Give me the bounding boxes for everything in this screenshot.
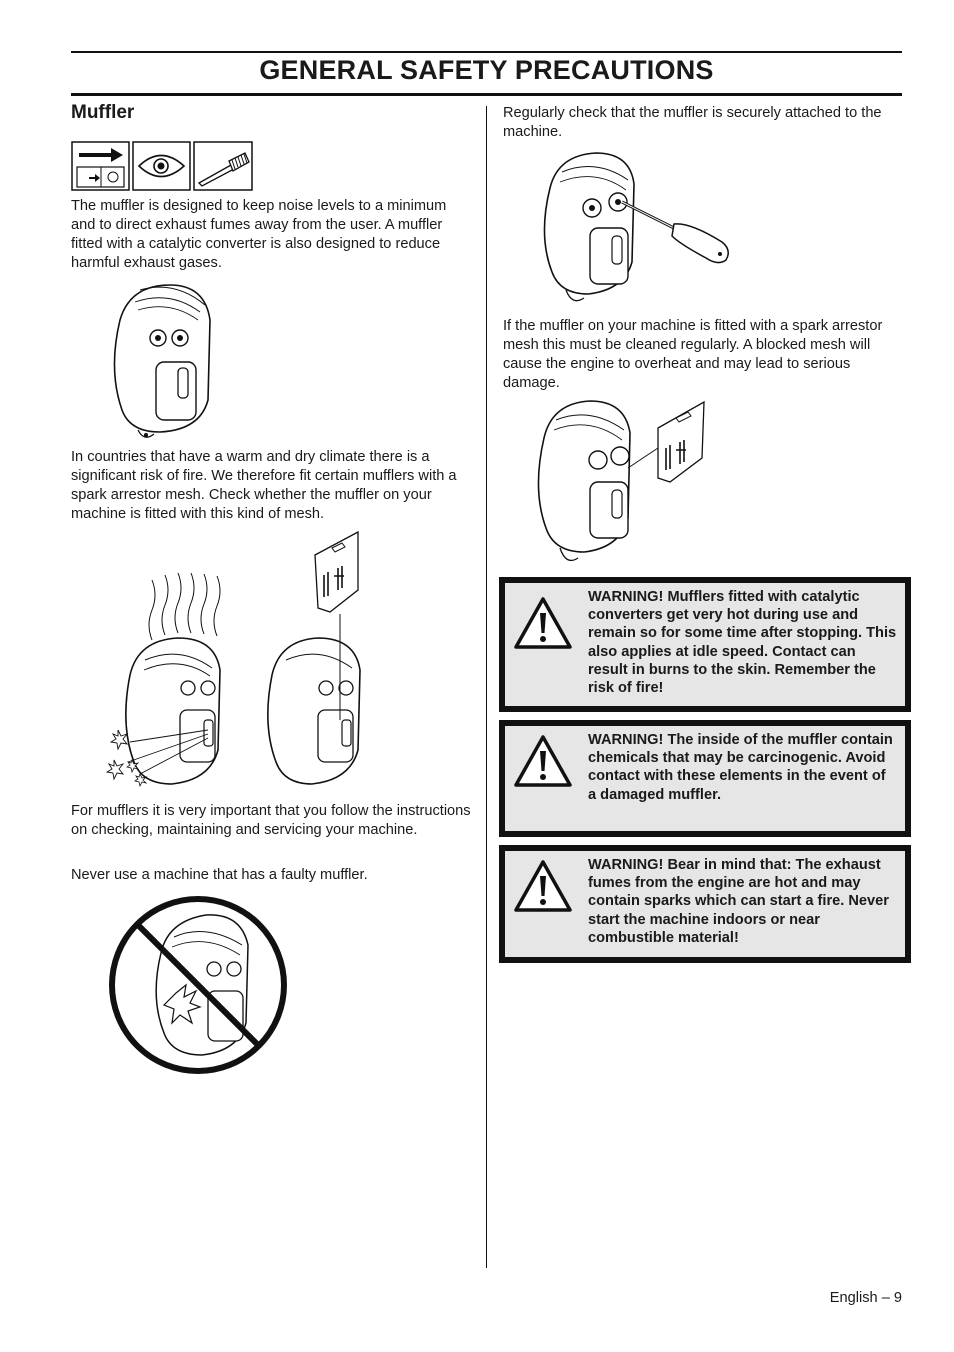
hot-muffler [107,638,220,786]
eye-inspect-icon [133,142,190,190]
warning-text-3: WARNING! Bear in mind that: The exhaust fumes from the engine are hot and may contain sparks which can start a fire. Never start the machine indoors or near combustible material! [588,857,889,946]
warning-box-1 [499,577,911,712]
muffler-illustration [100,280,220,445]
warning-box-2 [499,720,911,837]
left-paragraph-3: For mufflers it is very important that you follow the instructions on checking, maintaining and servicing your machine. [71,803,471,838]
left-paragraph-1: The muffler is designed to keep noise levels to a minimum and to direct exhaust fumes away from the user. A muffler fitted with a catalytic converter is also designed to reduce harmful exhaust gases. [71,198,447,271]
page-footer: English – 9 [829,1290,902,1306]
manual-arrow-icon [72,142,129,190]
header-top-rule [71,51,902,53]
warning-text-1: WARNING! Mufflers fitted with catalytic converters get very hot during use and remain so for some time after stopping. This also applies at idle speed. Contact can result in burns to the skin. Remember the risk of fire! [588,589,897,697]
left-paragraph-2: In countries that have a warm and dry climate there is a significant risk of fire. We therefore fit certain mufflers with a spark arrestor mesh. Check whether the muffler on your machine is fitted with this kind of mesh. [71,449,457,522]
warning-box-3 [499,845,911,963]
column-divider [486,106,487,1268]
warning-triangle-icon [513,595,573,651]
section-heading: Muffler [71,102,135,123]
warning-triangle-icon [513,733,573,789]
header-bottom-rule [71,93,902,96]
symbol-strip [71,141,253,191]
brush-icon [194,142,252,190]
warning-text-2: WARNING! The inside of the muffler contain chemicals that may be carcinogenic. Avoid contact with these elements in the event of a damaged muffler. [588,732,893,803]
muffler-screwdriver-illustration [530,150,740,310]
warning-triangle-icon [513,858,573,914]
page-title: GENERAL SAFETY PRECAUTIONS [259,55,714,85]
muffler-with-mesh [268,532,360,784]
left-paragraph-4: Never use a machine that has a faulty muffler. [71,867,368,883]
faulty-muffler-prohibited-illustration [106,893,290,1077]
mesh-removal-illustration [530,398,710,570]
right-paragraph-1: Regularly check that the muffler is securely attached to the machine. [503,105,882,140]
spark-arrestor-illustration [100,530,370,795]
right-paragraph-2: If the muffler on your machine is fitted with a spark arrestor mesh this must be cleaned regularly. A blocked mesh will cause the engine to overheat and may lead to serious damage. [503,318,883,391]
